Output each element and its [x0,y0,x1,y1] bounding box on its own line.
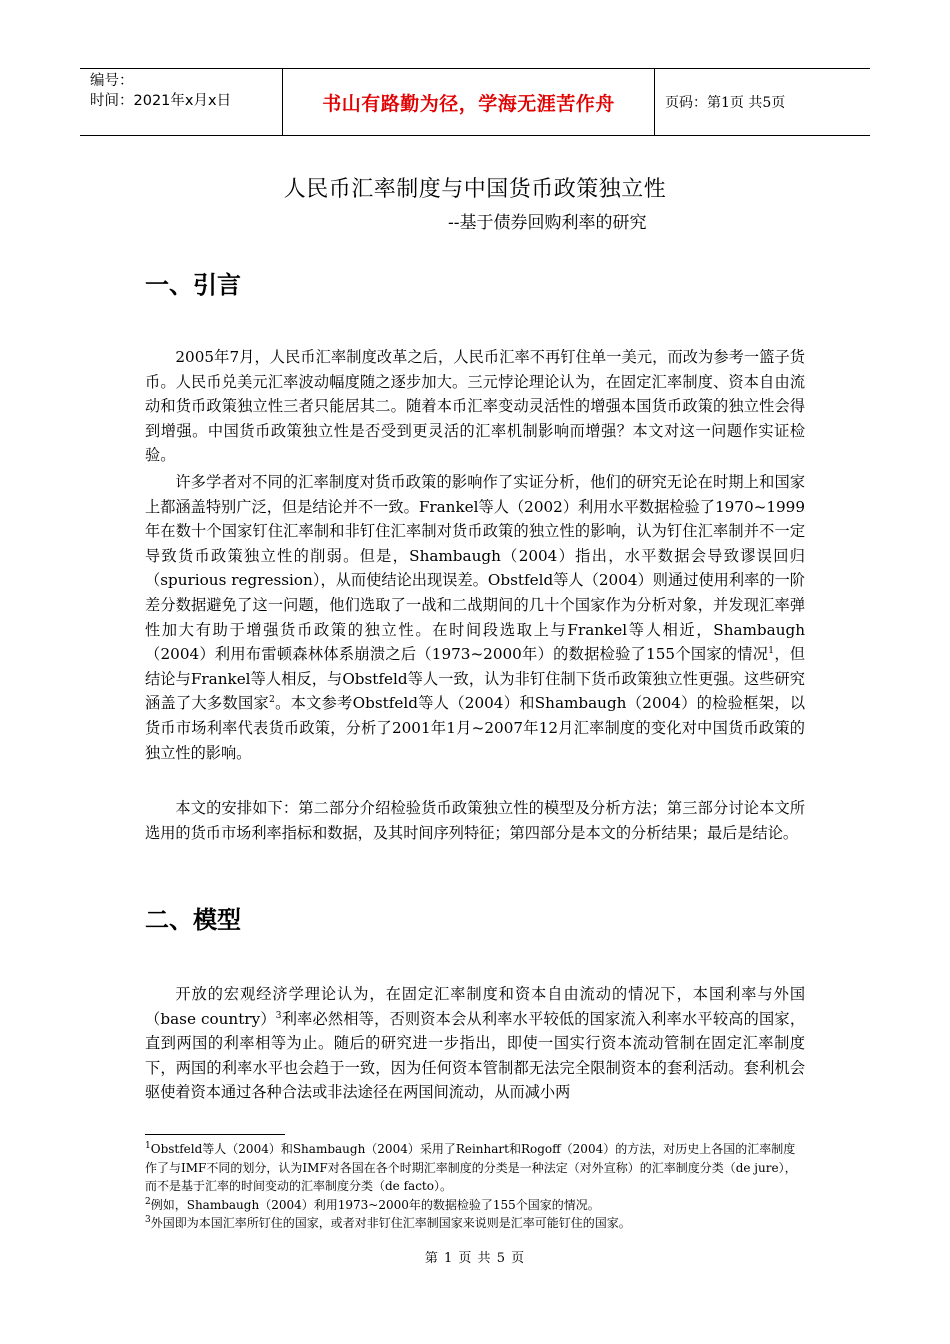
footnote-3 [145,1214,805,1233]
header-page-info: 页码：第1页 共5页 [665,95,786,111]
model-paragraph-1 [145,982,805,1105]
footnote-1-mark: 1 [145,1141,151,1151]
header-motto-cell [282,69,655,135]
intro-paragraph-2 [145,470,805,765]
footnote-ref-3: 3 [275,1010,282,1021]
model-paragraph-1-text-b: 利率必然相等，否则资本会从利率水平较低的国家流入利率水平较高的国家，直到两国的利率相等为止。随后的研究进一步指出，即使一国实行资本流动管制在固定汇率制度下，两国的利率水平也会趋于一致，因为任何资本管制都无法完全限制资本的套利活动。套利机会驱使着资本通过各种合法或非法途径在两国间流动，从而减小两 [145,1009,806,1102]
header-meta [80,69,282,135]
document-number-label: 编号： [90,73,134,89]
footnote-1 [145,1140,805,1196]
intro-paragraph-2-text-c: 。本文参考Obstfeld等人（2004）和Shambaugh（2004）的检验框架，以货币市场利率代表货币政策，分析了2001年1月~2007年12月汇率制度的变化对中国货币政策的独立性的影响。 [145,694,806,762]
page-footer: 第 1 页 共 5 页 [424,1251,526,1266]
footnote-2-text: 例如，Shambaugh（2004）利用1973~2000年的数据检验了155个国家的情况。 [150,1197,600,1212]
section-heading-introduction: 一、引言 [145,271,241,299]
footnote-ref-2: 2 [269,695,275,706]
section-heading-model: 二、模型 [145,906,241,934]
footnote-ref-1: 1 [768,646,775,657]
footnote-separator [145,1134,285,1135]
footnote-3-mark: 3 [145,1215,151,1225]
intro-paragraph-2-text-a: 许多学者对不同的汇率制度对货币政策的影响作了实证分析，他们的研究无论在时期上和国家上都涵盖特别广泛，但是结论并不一致。Frankel等人（2002）利用水平数据检验了1970~1999年在数十个国家钉住汇率制和非钉住汇率制对货币政策的独立性的影响，认为钉住汇率制并不一定导致货币政策独立性的削弱。但是，Shambaugh（2004）指出，水平数据会导致谬误回归（spurious regression），从而使结论出现误差。Obstfeld等人（2004）则通过使用利率的一阶差分数据避免了这一问题，他们选取了一战和二战期间的几十个国家作为分析对象，并发现汇率弹性加大有助于增强货币政策的独立性。在时间段选取上与Frankel等人相近，Shambaugh（2004）利用布雷顿森林体系崩溃之后（1973~2000年）的数据检验了155个国家的情况 [145,473,805,664]
footnote-2 [145,1196,805,1215]
document-header [80,68,870,136]
document-title: 人民币汇率制度与中国货币政策独立性 [283,177,667,202]
footnote-2-mark: 2 [145,1196,151,1207]
header-motto: 书山有路勤为径，学海无涯苦作舟 [322,92,615,115]
model-paragraph-1-text-a: 开放的宏观经济学理论认为，在固定汇率制度和资本自由流动的情况下，本国利率与外国（base country） [145,985,805,1028]
intro-paragraph-3: 本文的安排如下：第二部分介绍检验货币政策独立性的模型及分析方法；第三部分讨论本文所选用的货币市场利率指标和数据，及其时间序列特征；第四部分是本文的分析结果；最后是结论。 [145,799,805,842]
footnotes [145,1140,805,1233]
intro-paragraph-1: 2005年7月，人民币汇率制度改革之后，人民币汇率不再钉住单一美元，而改为参考一篮子货币。人民币兑美元汇率波动幅度随之逐步加大。三元悖论理论认为，在固定汇率制度、资本自由流动和货币政策独立性三者只能居其二。随着本币汇率变动灵活性的增强本国货币政策的独立性会得到增强。中国货币政策独立性是否受到更灵活的汇率机制影响而增强？本文对这一问题作实证检验。 [145,348,805,465]
footnote-3-text: 外国即为本国汇率所钉住的国家，或者对非钉住汇率制国家来说则是汇率可能钉住的国家。 [150,1216,631,1230]
intro-paragraph-2-text-b: ，但结论与Frankel等人相反，与Obstfeld等人一致，认为非钉住制下货币政策独立性更强。这些研究涵盖了大多数国家 [145,645,805,713]
document-date: 时间：2021年x月x日 [90,93,232,109]
document-subtitle: --基于债券回购利率的研究 [448,213,647,233]
footnote-1-text: Obstfeld等人（2004）和Shambaugh（2004）采用了Reinhart和Rogoff（2004）的方法，对历史上各国的汇率制度作了与IMF不同的划分，认为IMF对各国在各个时期汇率制度的分类是一种法定（对外宣称）的汇率制度分类（de jure），而不是基于汇率的时间变动的汇率制度分类（de facto）。 [145,1142,797,1193]
